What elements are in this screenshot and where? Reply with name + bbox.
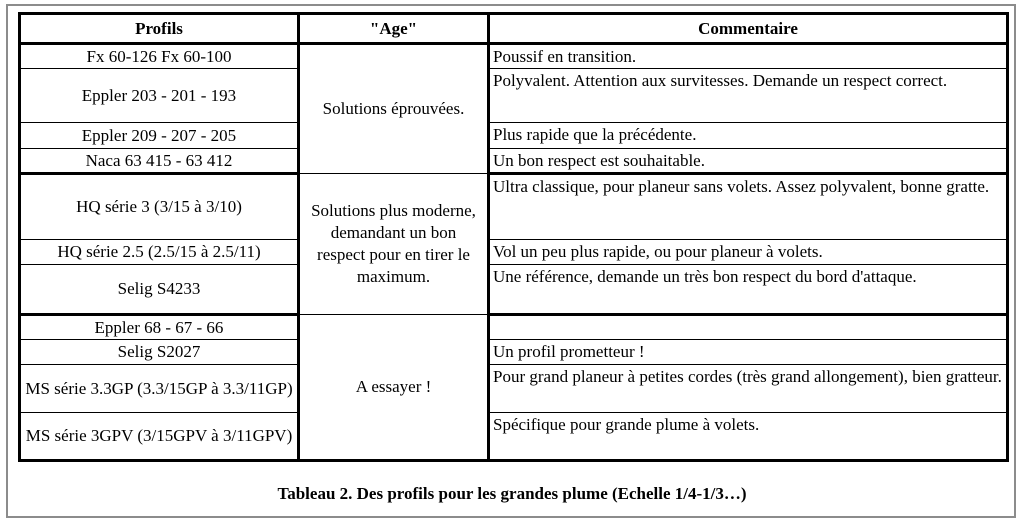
table-row: [20, 315, 1008, 340]
profil-cell: HQ série 3 (3/15 à 3/10): [20, 174, 299, 240]
comment-cell: Plus rapide que la précédente.: [489, 123, 1008, 149]
header-commentaire: Commentaire: [489, 14, 1008, 44]
comment-cell: Ultra classique, pour planeur sans volets. Assez polyvalent, bonne gratte.: [489, 174, 1008, 240]
profil-cell: HQ série 2.5 (2.5/15 à 2.5/11): [20, 240, 299, 265]
profil-cell: Selig S2027: [20, 340, 299, 365]
header-age: "Age": [299, 14, 489, 44]
profil-cell: Eppler 209 - 207 - 205: [20, 123, 299, 149]
comment-cell: Poussif en transition.: [489, 44, 1008, 69]
comment-cell: Vol un peu plus rapide, ou pour planeur à volets.: [489, 240, 1008, 265]
age-cell: A essayer !: [299, 315, 489, 461]
comment-cell: Polyvalent. Attention aux survitesses. Demande un respect correct.: [489, 69, 1008, 123]
profil-cell: Fx 60-126 Fx 60-100: [20, 44, 299, 69]
table-row: [20, 123, 1008, 149]
comment-cell: [489, 315, 1008, 340]
age-cell: Solutions plus moderne, demandant un bon respect pour en tirer le maximum.: [299, 174, 489, 315]
header-profils: Profils: [20, 14, 299, 44]
comment-cell: Une référence, demande un très bon respect du bord d'attaque.: [489, 265, 1008, 315]
table-row: [20, 69, 1008, 123]
comment-cell: Un profil prometteur !: [489, 340, 1008, 365]
age-cell: Solutions éprouvées.: [299, 44, 489, 174]
comment-cell: Un bon respect est souhaitable.: [489, 149, 1008, 174]
profils-table: [18, 12, 1009, 462]
profil-cell: MS série 3GPV (3/15GPV à 3/11GPV): [20, 413, 299, 461]
comment-cell: Spécifique pour grande plume à volets.: [489, 413, 1008, 461]
table-row: [20, 240, 1008, 265]
table-row: [20, 174, 1008, 240]
table-caption: Tableau 2. Des profils pour les grandes plume (Echelle 1/4-1/3…): [277, 484, 747, 503]
table-row: [20, 149, 1008, 174]
table-row: [20, 365, 1008, 413]
table-row: [20, 265, 1008, 315]
comment-cell: Pour grand planeur à petites cordes (très grand allongement), bien gratteur.: [489, 365, 1008, 413]
table-row: [20, 413, 1008, 461]
profil-cell: Naca 63 415 - 63 412: [20, 149, 299, 174]
table-row: [20, 340, 1008, 365]
profil-cell: MS série 3.3GP (3.3/15GP à 3.3/11GP): [20, 365, 299, 413]
profil-cell: Eppler 68 - 67 - 66: [20, 315, 299, 340]
header-row: [20, 14, 1008, 44]
profil-cell: Selig S4233: [20, 265, 299, 315]
profil-cell: Eppler 203 - 201 - 193: [20, 69, 299, 123]
table-row: [20, 44, 1008, 69]
